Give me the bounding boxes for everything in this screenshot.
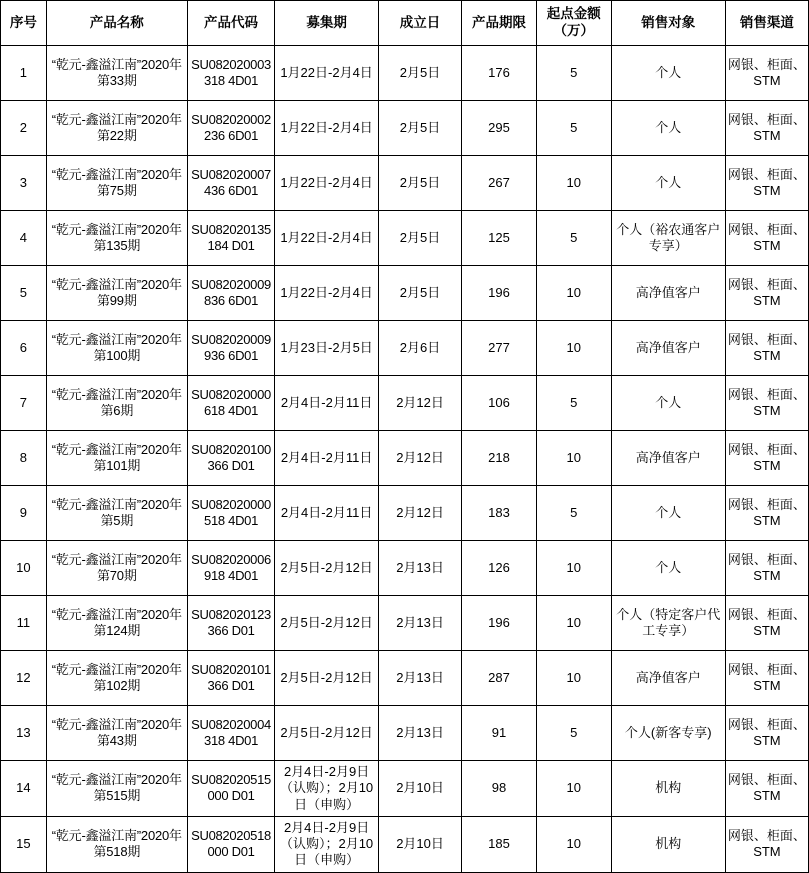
cell-channel: 网银、柜面、STM [725,541,808,596]
cell-term: 277 [462,321,537,376]
cell-channel: 网银、柜面、STM [725,761,808,817]
cell-name: “乾元-鑫溢江南”2020年第100期 [46,321,187,376]
cell-code: SU082020515000 D01 [187,761,274,817]
cell-name: “乾元-鑫溢江南”2020年第43期 [46,706,187,761]
cell-index: 10 [1,541,47,596]
cell-name: “乾元-鑫溢江南”2020年第5期 [46,486,187,541]
table-row [1,596,809,651]
cell-established: 2月5日 [379,266,462,321]
cell-target: 高净值客户 [611,431,725,486]
cell-code: SU082020000518 4D01 [187,486,274,541]
cell-min-amount: 5 [536,486,611,541]
cell-index: 2 [1,101,47,156]
table-row [1,541,809,596]
cell-name: “乾元-鑫溢江南”2020年第135期 [46,211,187,266]
cell-target: 个人 [611,541,725,596]
cell-channel: 网银、柜面、STM [725,266,808,321]
cell-index: 14 [1,761,47,817]
column-header-term: 产品期限 [462,1,537,46]
cell-target: 高净值客户 [611,321,725,376]
table-body [1,46,809,873]
cell-raise: 2月4日-2月11日 [275,486,379,541]
cell-established: 2月13日 [379,706,462,761]
cell-term: 183 [462,486,537,541]
table-row [1,101,809,156]
table-row [1,211,809,266]
cell-min-amount: 10 [536,321,611,376]
cell-name: “乾元-鑫溢江南”2020年第6期 [46,376,187,431]
table-row [1,651,809,706]
column-header-min-amount [536,1,611,46]
cell-name: “乾元-鑫溢江南”2020年第70期 [46,541,187,596]
cell-target: 高净值客户 [611,651,725,706]
cell-min-amount: 5 [536,101,611,156]
cell-min-amount: 5 [536,706,611,761]
cell-name: “乾元-鑫溢江南”2020年第101期 [46,431,187,486]
cell-term: 185 [462,816,537,872]
cell-established: 2月12日 [379,486,462,541]
cell-index: 1 [1,46,47,101]
cell-index: 11 [1,596,47,651]
cell-index: 13 [1,706,47,761]
column-header-raise: 募集期 [275,1,379,46]
cell-code: SU082020100366 D01 [187,431,274,486]
cell-channel: 网银、柜面、STM [725,651,808,706]
cell-raise: 2月5日-2月12日 [275,651,379,706]
cell-established: 2月5日 [379,156,462,211]
cell-index: 5 [1,266,47,321]
cell-code: SU082020009936 6D01 [187,321,274,376]
cell-index: 4 [1,211,47,266]
cell-code: SU082020006918 4D01 [187,541,274,596]
cell-established: 2月12日 [379,376,462,431]
table-row [1,376,809,431]
cell-term: 267 [462,156,537,211]
cell-min-amount: 10 [536,266,611,321]
cell-raise: 1月22日-2月4日 [275,266,379,321]
cell-raise: 1月22日-2月4日 [275,156,379,211]
cell-target: 个人（裕农通客户专享） [611,211,725,266]
cell-channel: 网银、柜面、STM [725,486,808,541]
cell-term: 126 [462,541,537,596]
table-row [1,156,809,211]
cell-term: 106 [462,376,537,431]
cell-name: “乾元-鑫溢江南”2020年第99期 [46,266,187,321]
cell-name: “乾元-鑫溢江南”2020年第33期 [46,46,187,101]
cell-raise: 1月22日-2月4日 [275,211,379,266]
cell-raise: 2月4日-2月11日 [275,431,379,486]
cell-raise: 2月4日-2月9日（认购）；2月10日（申购） [275,761,379,817]
cell-code: SU082020007436 6D01 [187,156,274,211]
cell-name: “乾元-鑫溢江南”2020年第102期 [46,651,187,706]
cell-name: “乾元-鑫溢江南”2020年第75期 [46,156,187,211]
cell-raise: 1月23日-2月5日 [275,321,379,376]
cell-established: 2月13日 [379,651,462,706]
cell-min-amount: 10 [536,816,611,872]
table-header-row [1,1,809,46]
cell-min-amount: 10 [536,431,611,486]
cell-target: 高净值客户 [611,266,725,321]
cell-index: 3 [1,156,47,211]
cell-code: SU082020004318 4D01 [187,706,274,761]
cell-raise: 2月5日-2月12日 [275,706,379,761]
cell-code: SU082020135184 D01 [187,211,274,266]
cell-target: 个人 [611,486,725,541]
table-row [1,816,809,872]
cell-target: 个人 [611,46,725,101]
cell-term: 295 [462,101,537,156]
cell-min-amount: 5 [536,376,611,431]
cell-index: 9 [1,486,47,541]
cell-established: 2月5日 [379,46,462,101]
table-row [1,266,809,321]
cell-established: 2月5日 [379,211,462,266]
column-header-min-amount-line2: （万） [553,23,594,38]
cell-channel: 网银、柜面、STM [725,431,808,486]
cell-name: “乾元-鑫溢江南”2020年第515期 [46,761,187,817]
cell-min-amount: 10 [536,596,611,651]
cell-min-amount: 5 [536,46,611,101]
table-row [1,46,809,101]
cell-name: “乾元-鑫溢江南”2020年第124期 [46,596,187,651]
cell-name: “乾元-鑫溢江南”2020年第518期 [46,816,187,872]
cell-target: 个人(新客专享) [611,706,725,761]
cell-min-amount: 10 [536,541,611,596]
cell-established: 2月13日 [379,596,462,651]
cell-target: 个人 [611,156,725,211]
cell-channel: 网银、柜面、STM [725,211,808,266]
column-header-index: 序号 [1,1,47,46]
cell-code: SU082020000618 4D01 [187,376,274,431]
cell-index: 6 [1,321,47,376]
table-row [1,486,809,541]
cell-target: 个人 [611,376,725,431]
cell-channel: 网银、柜面、STM [725,596,808,651]
cell-channel: 网银、柜面、STM [725,156,808,211]
cell-channel: 网银、柜面、STM [725,321,808,376]
cell-term: 125 [462,211,537,266]
cell-code: SU082020123366 D01 [187,596,274,651]
cell-target: 机构 [611,761,725,817]
cell-raise: 1月22日-2月4日 [275,101,379,156]
cell-name: “乾元-鑫溢江南”2020年第22期 [46,101,187,156]
cell-established: 2月10日 [379,761,462,817]
column-header-name: 产品名称 [46,1,187,46]
cell-term: 176 [462,46,537,101]
cell-channel: 网银、柜面、STM [725,46,808,101]
cell-term: 287 [462,651,537,706]
cell-term: 196 [462,596,537,651]
cell-raise: 2月5日-2月12日 [275,596,379,651]
cell-code: SU082020101366 D01 [187,651,274,706]
table-row [1,431,809,486]
cell-target: 个人（特定客户代工专享） [611,596,725,651]
cell-min-amount: 10 [536,651,611,706]
cell-raise: 2月5日-2月12日 [275,541,379,596]
cell-min-amount: 10 [536,761,611,817]
table-row [1,321,809,376]
cell-index: 15 [1,816,47,872]
column-header-channel: 销售渠道 [725,1,808,46]
cell-code: SU082020009836 6D01 [187,266,274,321]
cell-channel: 网银、柜面、STM [725,706,808,761]
cell-raise: 2月4日-2月11日 [275,376,379,431]
cell-min-amount: 5 [536,211,611,266]
cell-index: 8 [1,431,47,486]
table-row [1,706,809,761]
column-header-code: 产品代码 [187,1,274,46]
cell-code: SU082020003318 4D01 [187,46,274,101]
cell-min-amount: 10 [536,156,611,211]
cell-channel: 网银、柜面、STM [725,816,808,872]
column-header-established: 成立日 [379,1,462,46]
column-header-min-amount-line1: 起点金额 [546,6,601,22]
cell-term: 196 [462,266,537,321]
cell-target: 个人 [611,101,725,156]
cell-raise: 2月4日-2月9日（认购）；2月10日（申购） [275,816,379,872]
cell-channel: 网银、柜面、STM [725,101,808,156]
cell-established: 2月10日 [379,816,462,872]
cell-raise: 1月22日-2月4日 [275,46,379,101]
cell-index: 7 [1,376,47,431]
cell-established: 2月13日 [379,541,462,596]
cell-established: 2月5日 [379,101,462,156]
cell-channel: 网银、柜面、STM [725,376,808,431]
cell-code: SU082020002236 6D01 [187,101,274,156]
cell-index: 12 [1,651,47,706]
cell-term: 98 [462,761,537,817]
column-header-target: 销售对象 [611,1,725,46]
cell-term: 91 [462,706,537,761]
cell-term: 218 [462,431,537,486]
cell-code: SU082020518000 D01 [187,816,274,872]
cell-target: 机构 [611,816,725,872]
cell-established: 2月6日 [379,321,462,376]
cell-established: 2月12日 [379,431,462,486]
